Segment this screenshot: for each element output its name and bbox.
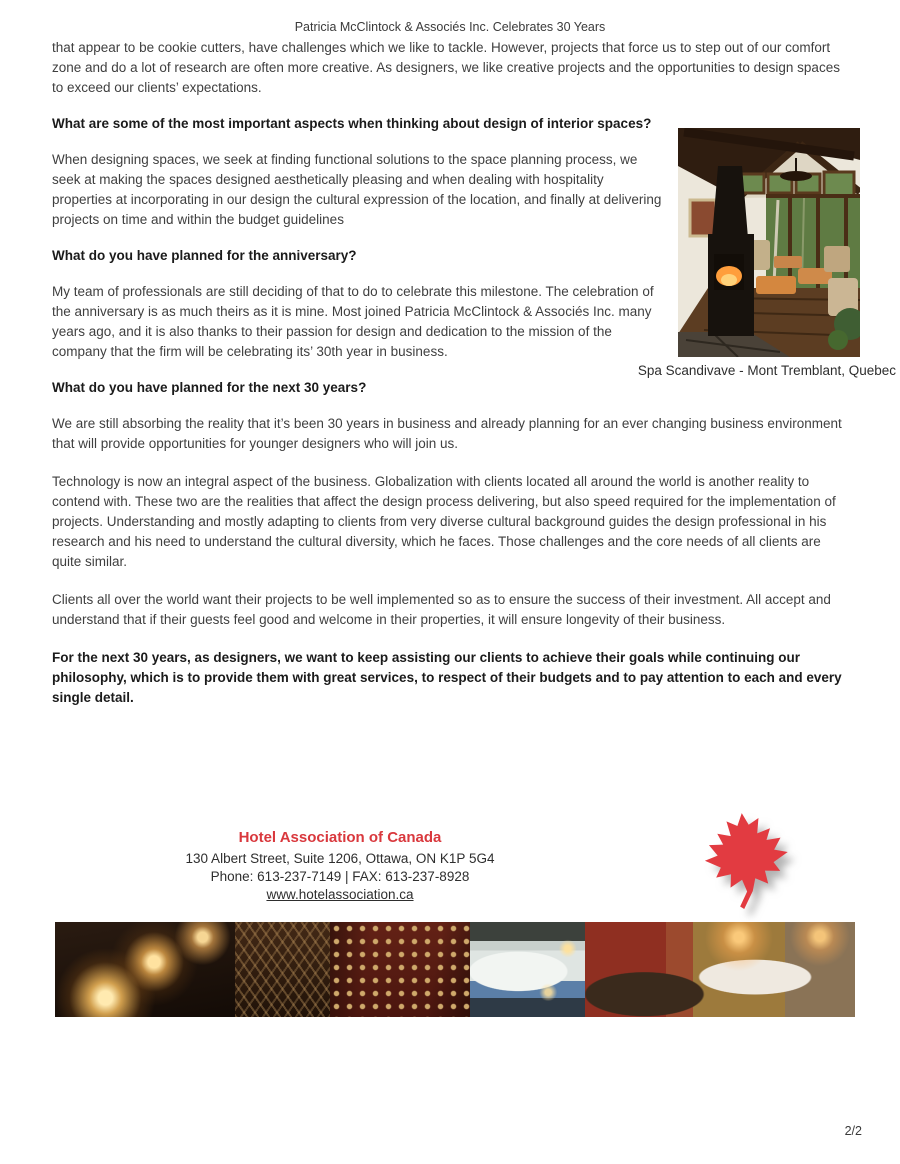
spa-interior-photo [678,128,860,357]
article-body [0,35,900,708]
answer-interior-spaces: When designing spaces, we seek at finding functional solutions to the space planning process, we seek at making the spaces designed aesthetically pleasing and when dealing with hospitality properties at incorporating in our design the cultural expression of the location, and finally at delivering projects on time and within the budget guidelines [52,152,662,227]
org-name: Hotel Association of Canada [238,829,442,846]
hotel-bedroom-photo [585,922,855,1017]
question-anniversary: What do you have planned for the anniversary? [52,248,357,263]
paragraph-intro: that appear to be cookie cutters, have challenges which we like to tackle. However, projects that force us to step out of our comfort zone and do a lot of research are often more creative. As designers, we like creative projects and the opportunities to design spaces to exceed our clients’ expectations. [52,40,840,95]
document-header-title: Patricia McClintock & Associés Inc. Celebrates 30 Years [294,20,606,34]
candles-photo [55,922,235,1017]
answer-next-30-years-1: We are still absorbing the reality that it’s been 30 years in business and already planning for an ever changing business environment that will provide opportunities for younger designers who will join us. [52,416,842,451]
patterned-pillows-photo [235,922,330,1017]
question-next-30-years: What do you have planned for the next 30 years? [52,380,367,395]
page-number: 2/2 [844,1124,862,1138]
answer-next-30-years-2: Technology is now an integral aspect of the business. Globalization with clients located all around the world is another reality to contend with. These two are the realities that affect the design process delivering, but also speed required for the implementation of projects. Understanding and mostly adapting to clients from very diverse cultural background guides the design professional in his research and his need to understand the cultural diversity, which he faces. Those challenges and the core needs of all clients are quite similar. [52,474,836,569]
org-phone-fax: Phone: 613-237-7149 | FAX: 613-237-8928 [210,869,470,884]
org-address: 130 Albert Street, Suite 1206, Ottawa, ON K1P 5G4 [185,851,495,866]
bathtub-photo [470,922,585,1017]
maple-leaf-icon [690,810,804,916]
answer-anniversary: My team of professionals are still deciding of that to do to celebrate this milestone. The celebration of the anniversary is as much theirs as it is mine. Most joined Patricia McClintock & Associés Inc. many years ago, and it is also thanks to their passion for design and dedication to the mission of the company that the firm will be celebrating its’ 30th year in business. [52,284,654,359]
dotted-pillow-photo [330,922,470,1017]
spa-photo-caption: Spa Scandivave - Mont Tremblant, Quebec [637,363,896,378]
spa-photo-figure [637,128,896,381]
question-interior-spaces: What are some of the most important aspects when thinking about design of interior spaces? [52,116,652,131]
hotel-photo-collage [55,922,855,1017]
closing-statement: For the next 30 years, as designers, we want to keep assisting our clients to achieve their goals while continuing our philosophy, which is to provide them with great services, to respect of their budgets and to pay attention to each and every single detail. [52,650,842,705]
footer-contact-block [52,828,628,904]
answer-clients: Clients all over the world want their projects to be well implemented so as to ensure the success of their investment. All accept and understand that if their guests feel good and welcome in their properties, it will ensure longevity of their business. [52,592,831,627]
maple-leaf-logo [690,810,804,916]
website-link[interactable]: www.hotelassociation.ca [266,887,414,902]
